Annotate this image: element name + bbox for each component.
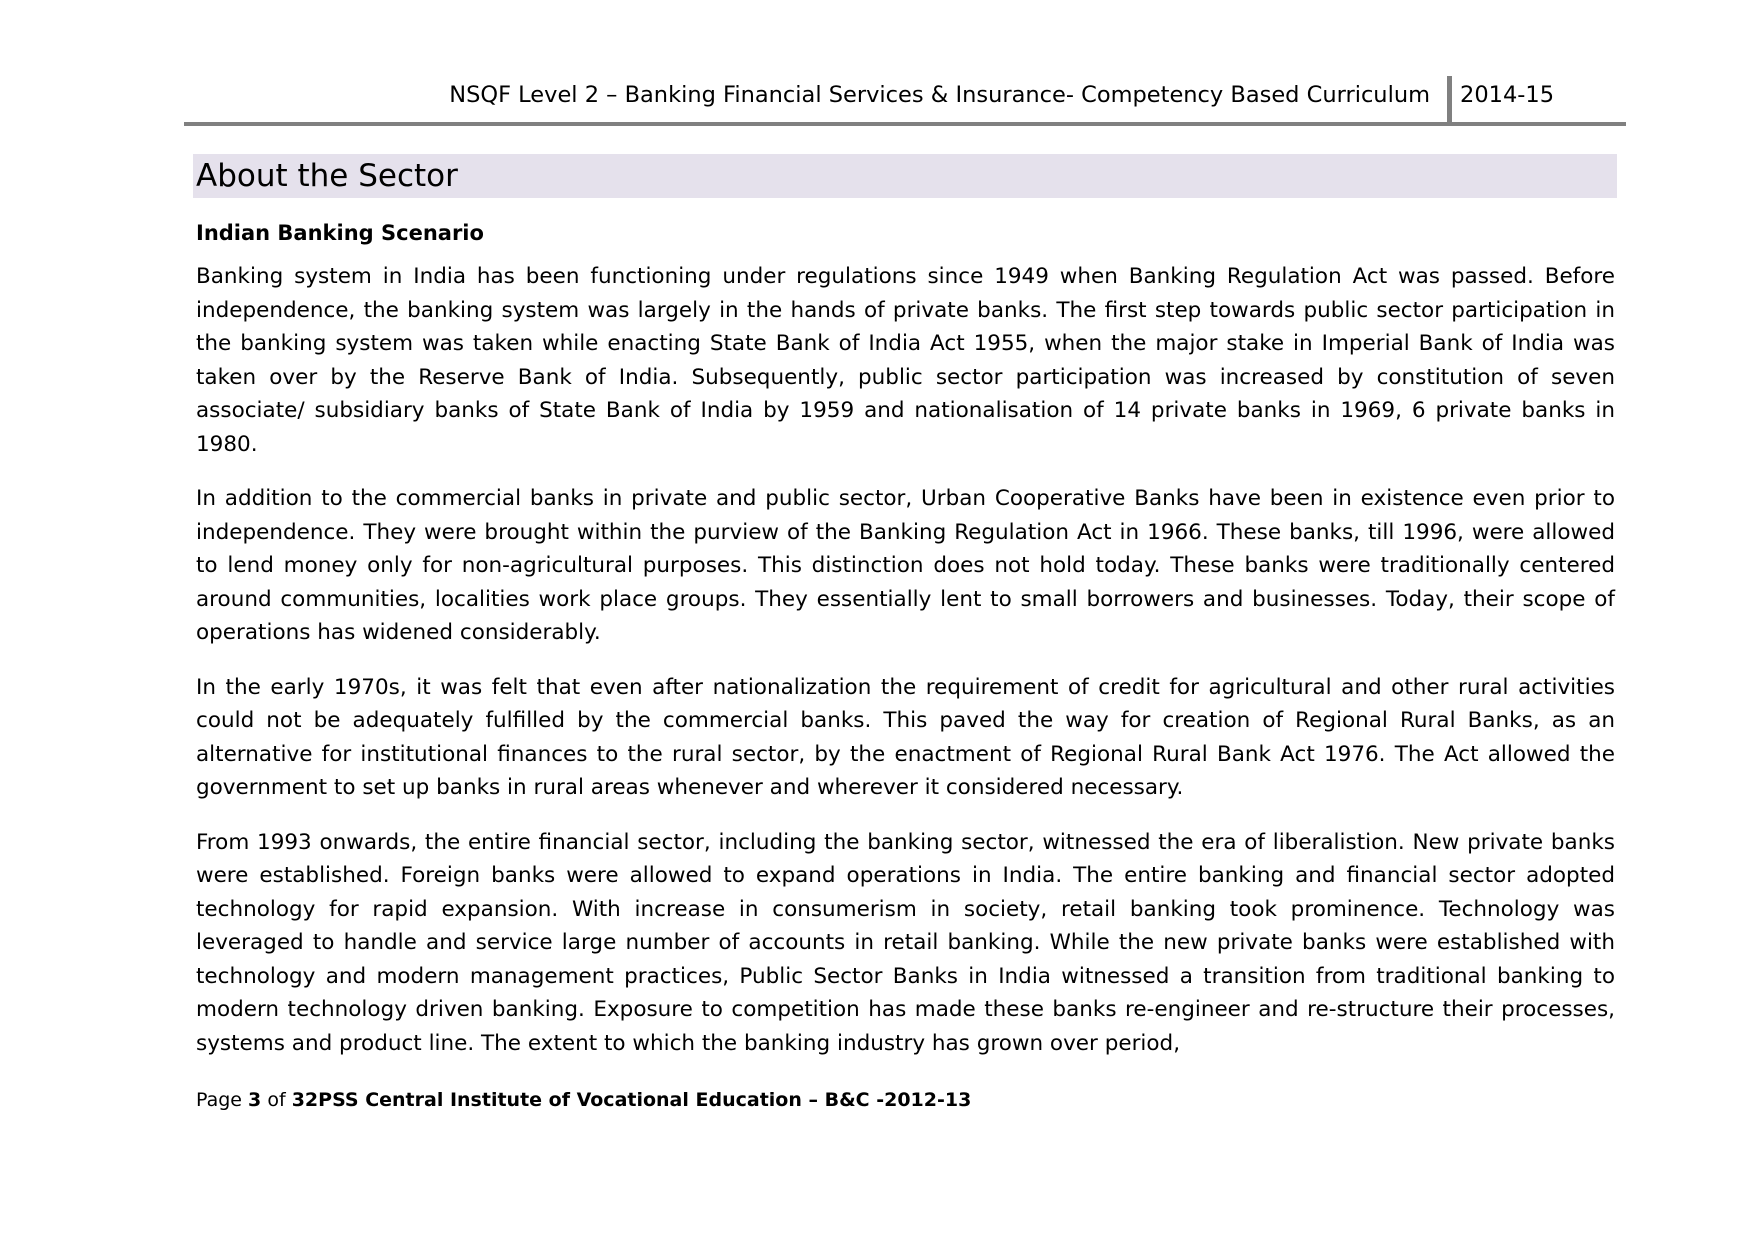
sub-heading: Indian Banking Scenario bbox=[196, 221, 484, 245]
paragraph: Banking system in India has been functioning under regulations since 1949 when Banking Regulation Act was passed. Before independence, the banking system was largely in the hands of private banks. The first step towards public sector participation in the banking system was taken while enacting State Bank of India Act 1955, when the major stake in Imperial Bank of India was taken over by the Reserve Bank of India. Subsequently, public sector participation was increased by constitution of seven associate/ subsidiary banks of State Bank of India by 1959 and nationalisation of 14 private banks in 1969, 6 private banks in 1980. bbox=[196, 264, 1615, 457]
footer-page-label: Page bbox=[196, 1089, 242, 1111]
footer-source: 32PSS Central Institute of Vocational Education – B&C -2012-13 bbox=[291, 1089, 972, 1111]
section-heading-band bbox=[193, 154, 1617, 198]
header-title: NSQF Level 2 – Banking Financial Services & Insurance- Competency Based Curriculum bbox=[449, 82, 1430, 108]
footer-page-number: 3 bbox=[248, 1089, 262, 1111]
main-content bbox=[196, 216, 1615, 1081]
paragraph: In addition to the commercial banks in private and public sector, Urban Cooperative Banks have been in existence even prior to independence. They were brought within the purview of the Banking Regulation Act in 1966. These banks, till 1996, were allowed to lend money only for non-agricultural purposes. This distinction does not hold today. These banks were traditionally centered around communities, localities work place groups. They essentially lent to small borrowers and businesses. Today, their scope of operations has widened considerably. bbox=[196, 486, 1615, 645]
header-divider bbox=[1447, 76, 1452, 122]
header-year: 2014-15 bbox=[1460, 82, 1555, 108]
paragraph: From 1993 onwards, the entire financial sector, including the banking sector, witnessed the era of liberalistion. New private banks were established. Foreign banks were allowed to expand operations in India. The entire banking and financial sector adopted technology for rapid expansion. With increase in consumerism in society, retail banking took prominence. Technology was leveraged to handle and service large number of accounts in retail banking. While the new private banks were established with technology and modern management practices, Public Sector Banks in India witnessed a transition from traditional banking to modern technology driven banking. Exposure to competition has made these banks re-engineer and re-structure their processes, systems and product line. The extent to which the banking industry has grown over period, bbox=[196, 829, 1615, 1056]
page-header bbox=[184, 74, 1626, 126]
page-footer bbox=[196, 1087, 971, 1113]
paragraph: In the early 1970s, it was felt that even after nationalization the requirement of credit for agricultural and other rural activities could not be adequately fulfilled by the commercial banks. This paved the way for creation of Regional Rural Banks, as an alternative for institutional finances to the rural sector, by the enactment of Regional Rural Bank Act 1976. The Act allowed the government to set up banks in rural areas whenever and wherever it considered necessary. bbox=[196, 674, 1615, 800]
footer-of-label: of bbox=[267, 1089, 286, 1111]
section-title: About the Sector bbox=[196, 158, 458, 194]
